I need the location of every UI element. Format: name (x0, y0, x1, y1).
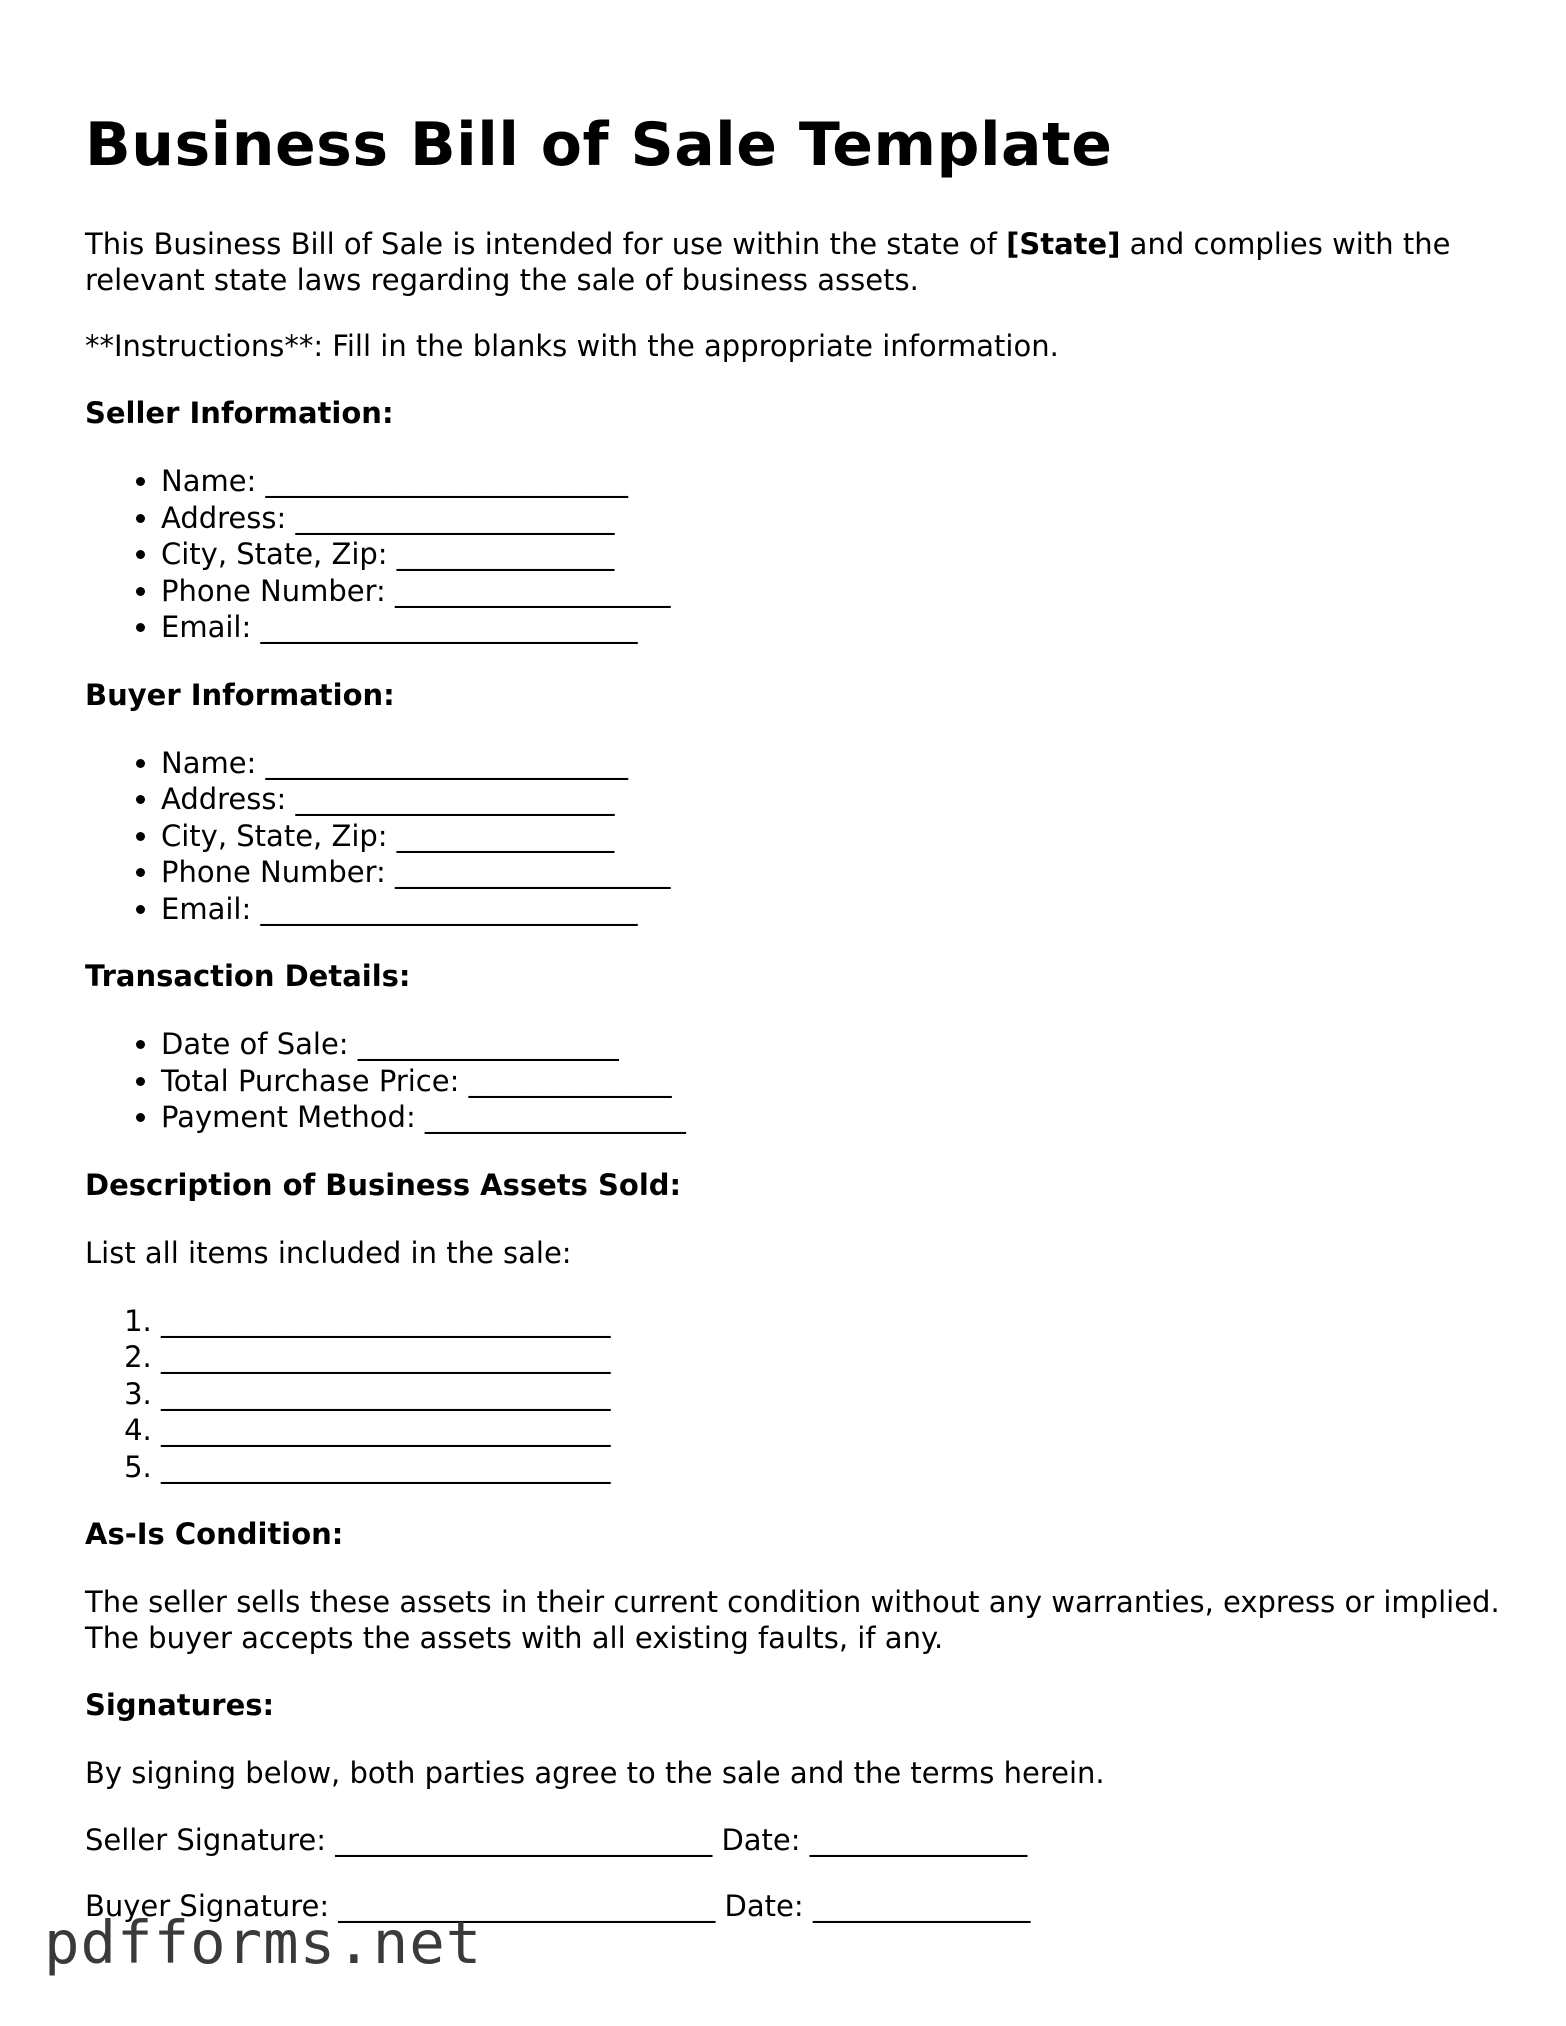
asset-item-line: 2. _______________________________ (161, 1339, 1505, 1376)
transaction-heading: Transaction Details: (85, 959, 411, 993)
buyer-address-field: • Address: ______________________ (161, 781, 1505, 818)
state-placeholder: [State] (1006, 227, 1121, 261)
assets-prompt: List all items included in the sale: (85, 1235, 572, 1270)
seller-heading: Seller Information: (85, 396, 394, 430)
assets-item-list (85, 1303, 1505, 1486)
intro-paragraph (85, 226, 1505, 298)
instructions-text: **Instructions**: Fill in the blanks with the appropriate information. (85, 329, 1059, 363)
assets-heading: Description of Business Assets Sold: (85, 1167, 682, 1202)
signatures-text: By signing below, both parties agree to the sale and the terms herein. (85, 1756, 1105, 1790)
seller-signature-line: Seller Signature: __________________________ Date: _______________ (85, 1823, 1028, 1857)
intro-text-after: and complies with the relevant state laws regarding the sale of business assets. (85, 227, 1451, 297)
watermark-logo: pdfforms.net (44, 1908, 483, 1977)
total-purchase-price-field: • Total Purchase Price: ______________ (161, 1063, 1505, 1100)
asset-item-line: 3. _______________________________ (161, 1376, 1505, 1413)
as-is-heading: As-Is Condition: (85, 1517, 344, 1551)
buyer-phone-field: • Phone Number: ___________________ (161, 854, 1505, 891)
seller-address-field: • Address: ______________________ (161, 500, 1505, 537)
seller-email-field: • Email: __________________________ (161, 609, 1505, 646)
seller-phone-field: • Phone Number: ___________________ (161, 573, 1505, 610)
signatures-heading: Signatures: (85, 1688, 275, 1722)
asset-item-line: 4. _______________________________ (161, 1412, 1505, 1449)
payment-method-field: • Payment Method: __________________ (161, 1099, 1505, 1136)
buyer-field-list (85, 745, 1505, 928)
asset-item-line: 1. _______________________________ (161, 1303, 1505, 1340)
seller-city-state-zip-field: • City, State, Zip: _______________ (161, 536, 1505, 573)
document-page (85, 100, 1505, 1924)
seller-name-field: • Name: _________________________ (161, 463, 1505, 500)
buyer-heading: Buyer Information: (85, 677, 395, 712)
transaction-field-list (85, 1026, 1505, 1136)
buyer-signature-line: Buyer Signature: __________________________ Date: _______________ (85, 1889, 1031, 1923)
buyer-name-field: • Name: _________________________ (161, 745, 1505, 782)
asset-item-line: 5. _______________________________ (161, 1449, 1505, 1486)
buyer-city-state-zip-field: • City, State, Zip: _______________ (161, 818, 1505, 855)
as-is-text: The seller sells these assets in their current condition without any warranties, express or implied. The buyer accepts the assets with all existing faults, if any. (85, 1585, 1500, 1655)
document-title: Business Bill of Sale Template (85, 110, 1113, 180)
intro-text-before: This Business Bill of Sale is intended for use within the state of (85, 227, 1007, 261)
buyer-email-field: • Email: __________________________ (161, 891, 1505, 928)
date-of-sale-field: • Date of Sale: __________________ (161, 1026, 1505, 1063)
seller-field-list (85, 463, 1505, 646)
